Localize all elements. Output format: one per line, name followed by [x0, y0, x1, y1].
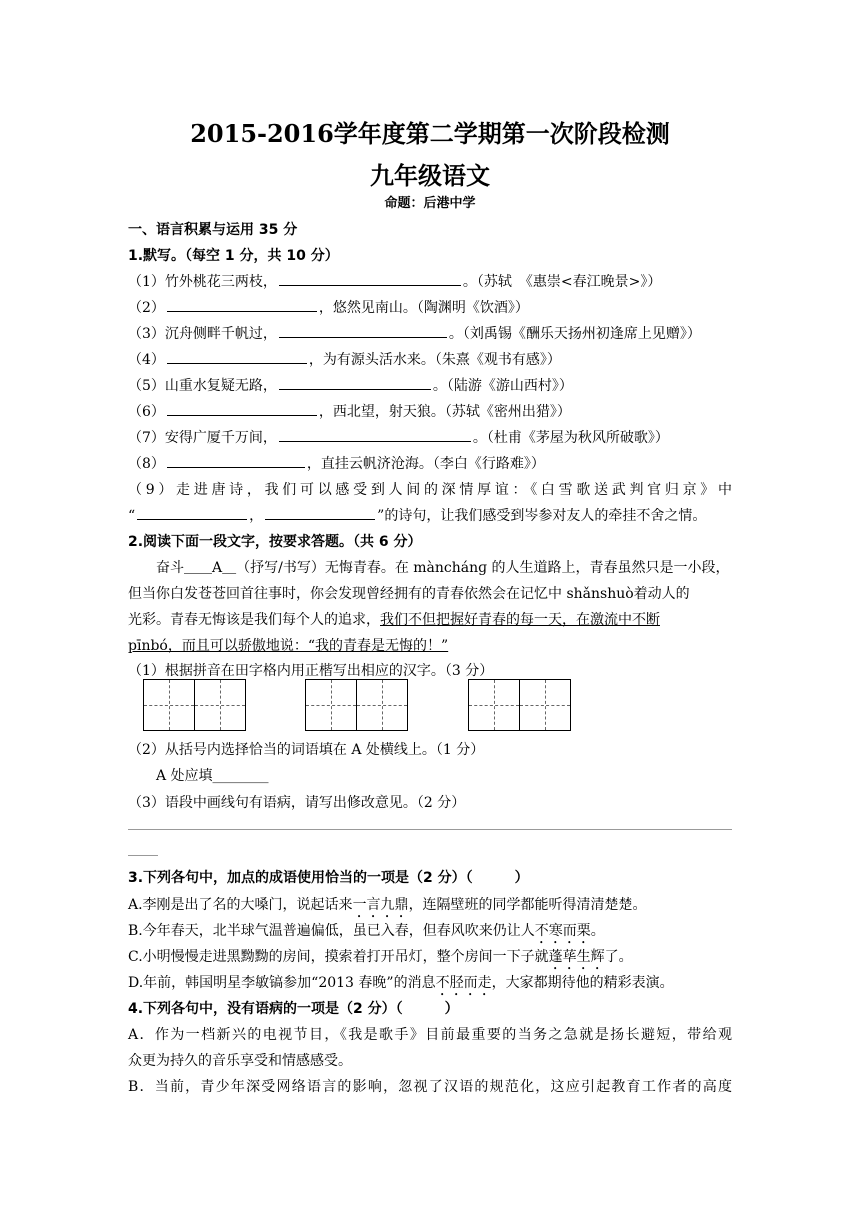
- dotted-idiom: 不胫而走: [435, 975, 492, 991]
- option-text: ，连隔壁班的同学都能听得清清楚楚。: [408, 897, 647, 913]
- tianzige-cell[interactable]: [305, 679, 357, 731]
- answer-blank[interactable]: [167, 401, 317, 416]
- q1-item-2: [128, 297, 529, 317]
- answer-blank[interactable]: [279, 271, 461, 286]
- q1-item-text: （4）: [128, 352, 165, 368]
- q1-item-1: [128, 271, 661, 291]
- q1-item-text: 。（刘禹锡《酬乐天扬州初逢席上见赠》）: [448, 326, 701, 342]
- answer-line-end[interactable]: [128, 855, 158, 856]
- q1-item-8: [128, 453, 545, 473]
- question-3-heading: 3.下列各句中，加点的成语使用恰当的一项是（2 分）（ ）: [128, 870, 529, 886]
- question-2-heading: 2.阅读下面一段文字，按要求答题。（共 6 分）: [128, 534, 422, 550]
- q2-sub-3: （3）语段中画线句有语病，请写出修改意见。（2 分）: [128, 795, 466, 811]
- q2-sub-1: （1）根据拼音在田字格内用正楷写出相应的汉字。（3 分）: [128, 663, 494, 679]
- q3-option-d: [128, 972, 674, 999]
- dotted-idiom: 一言九鼎: [352, 897, 409, 913]
- q1-item-text: ，: [249, 508, 264, 524]
- tianzige-cell[interactable]: [519, 679, 571, 731]
- tianzige-group-3[interactable]: [468, 679, 571, 731]
- q3-option-a: [128, 894, 647, 921]
- section-heading: 一、语言积累与运用 35 分: [128, 222, 298, 238]
- q1-item-text: （7）安得广厦千万间，: [128, 430, 277, 446]
- q1-item-text: 。（陆游《游山西村》）: [432, 378, 573, 394]
- q1-item-9-line1: （9）走进唐诗，我们可以感受到人间的深情厚谊：《白雪歌送武判官归京》中: [128, 482, 732, 498]
- q1-item-text: ，西北望，射天狼。（苏轼《密州出猎》）: [318, 404, 571, 420]
- exam-title: 2015-2016学年度第二学期第一次阶段检测: [190, 119, 670, 148]
- q1-item-5: [128, 375, 573, 395]
- q3-option-b: [128, 920, 605, 947]
- q3-option-c: [128, 946, 633, 973]
- tianzige-cell[interactable]: [194, 679, 246, 731]
- answer-blank[interactable]: [265, 505, 375, 520]
- q1-item-6: [128, 401, 571, 421]
- q1-item-text: ，悠然见南山。（陶渊明《饮酒》）: [318, 300, 529, 316]
- q2-sub-2: （2）从括号内选择恰当的词语填在 A 处横线上。（1 分）: [128, 742, 485, 758]
- q1-item-text: 。（苏轼 《惠崇<春江晚景>》）: [462, 274, 662, 290]
- q1-item-text: （1）竹外桃花三两枝，: [128, 274, 277, 290]
- question-1-heading: 1.默写。（每空 1 分，共 10 分）: [128, 248, 339, 264]
- passage-line-2: 但当你白发苍苍回首往事时，你会发现曾经拥有的青春依然会在记忆中 shǎnshuò着动人的: [128, 586, 690, 602]
- option-text: 了。: [604, 949, 633, 965]
- q1-item-7: [128, 427, 669, 447]
- q1-item-text: （6）: [128, 404, 165, 420]
- answer-blank[interactable]: [137, 505, 247, 520]
- dotted-idiom: 不寒而栗: [534, 923, 591, 939]
- answer-blank[interactable]: [167, 349, 307, 364]
- q4-option-a-line1: A．作为一档新兴的电视节目，《我是歌手》目前最重要的当务之急就是扬长避短，带给观: [128, 1027, 732, 1043]
- q4-option-b-line1: B．当前，青少年深受网络语言的影响，忽视了汉语的规范化，这应引起教育工作者的高度: [128, 1079, 732, 1095]
- q1-item-3: [128, 323, 701, 343]
- passage-line-3: [128, 609, 660, 629]
- passage-line-1: 奋斗＿＿A＿（抒写/书写）无悔青春。在 mànchánɡ 的人生道路上，青春虽然只是一小段，: [156, 560, 730, 576]
- answer-blank[interactable]: [167, 453, 305, 468]
- q1-item-text: 。（杜甫《茅屋为秋风所破歌》）: [472, 430, 669, 446]
- tianzige-group-1[interactable]: [143, 679, 246, 731]
- exam-subtitle: 九年级语文: [370, 161, 490, 190]
- q1-item-4: [128, 349, 561, 369]
- option-text: 。: [590, 923, 605, 939]
- option-text: A.李刚是出了名的大嗓门，说起话来: [128, 897, 353, 913]
- answer-blank[interactable]: [279, 323, 447, 338]
- option-text: C.小明慢慢走进黑黝黝的房间，摸索着打开吊灯，整个房间一下子就: [128, 949, 549, 965]
- dotted-idiom: 蓬荜生辉: [548, 949, 605, 965]
- q4-option-a-line2: 众更为持久的音乐享受和情感感受。: [128, 1053, 352, 1069]
- q1-item-text: （5）山重水复疑无路，: [128, 378, 277, 394]
- q1-item-text: ，直挂云帆济沧海。（李白《行路难》）: [306, 456, 545, 472]
- answer-blank[interactable]: [167, 297, 317, 312]
- underlined-sentence: 我们不但把握好青春的每一天，在激流中不断: [380, 612, 660, 628]
- q1-item-text: （3）沉舟侧畔千帆过，: [128, 326, 277, 342]
- tianzige-cell[interactable]: [143, 679, 195, 731]
- tianzige-cell[interactable]: [468, 679, 520, 731]
- option-text: B.今年春天，北半球气温普遍偏低，虽已入春，但春风吹来仍让人: [128, 923, 535, 939]
- passage-line-4: pīnbó，而且可以骄傲地说：“我的青春是无悔的！”: [128, 638, 449, 654]
- answer-blank[interactable]: [279, 427, 471, 442]
- q1-item-text: （8）: [128, 456, 165, 472]
- question-4-heading: 4.下列各句中，没有语病的一项是（2 分）（ ）: [128, 1001, 459, 1017]
- q1-item-text: “: [128, 508, 136, 524]
- q1-item-text: ”的诗句，让我们感受到岑参对友人的牵挂不舍之情。: [377, 508, 707, 524]
- exam-author: 命题：后港中学: [384, 196, 476, 211]
- option-text: D.年前，韩国明星李敏镐参加“2013 春晚”的消息: [128, 975, 436, 991]
- passage-text: 光彩。青春无悔该是我们每个人的追求，: [128, 612, 380, 628]
- tianzige-group-2[interactable]: [305, 679, 408, 731]
- answer-line[interactable]: [128, 829, 732, 830]
- q1-item-9-line2: [128, 505, 706, 525]
- q1-item-text: ，为有源头活水来。（朱熹《观书有感》）: [308, 352, 561, 368]
- q2-sub-2-fill[interactable]: A 处应填________: [156, 768, 269, 784]
- q1-item-text: （2）: [128, 300, 165, 316]
- option-text: ，大家都期待他的精彩表演。: [491, 975, 674, 991]
- tianzige-cell[interactable]: [356, 679, 408, 731]
- answer-blank[interactable]: [279, 375, 431, 390]
